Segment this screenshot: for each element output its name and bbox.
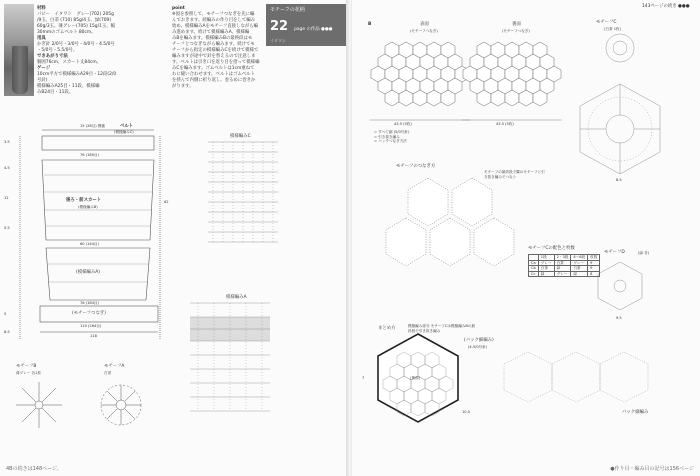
point-line: を挟んで内側に折り返し、巻るめに巻きか	[172, 78, 256, 83]
left-page	[0, 0, 348, 476]
tools-title: 用具	[37, 36, 46, 41]
corner-b: B	[368, 22, 372, 27]
table-cell: 緑	[538, 271, 554, 277]
point-line: 始め、模様編みAをモチーフ直接しながら編	[172, 24, 259, 29]
dim-b1: 60 (144目)	[80, 242, 99, 246]
legend-line: = すべて細 (5/0号針)	[374, 130, 410, 134]
skirt-label: 後ろ・前スカート	[66, 198, 102, 203]
gauge-line: みB24目・11段。	[37, 90, 74, 95]
motif-d-sub: (緑 各)	[638, 251, 650, 255]
summary-note: 模様編み部分 モチーフCは模様編みBの最終段で引き抜き編み	[408, 324, 476, 333]
side-dim: 62	[164, 200, 169, 204]
banner-top: モチーフの花柄	[270, 7, 305, 13]
front-dim: 43.5 (5枚)	[394, 122, 412, 126]
back-edge-title: バック細編み	[622, 410, 649, 415]
table-cell: Cc	[529, 271, 539, 277]
belt-rect	[42, 136, 154, 150]
table-cell: 白茶	[538, 266, 554, 272]
table-header: 枚数	[588, 255, 600, 261]
right-diagrams	[352, 0, 700, 476]
dim-belt: 76 (180目)	[80, 153, 99, 157]
point-line: がります。	[172, 84, 194, 89]
summary-side-dim: 7	[362, 376, 365, 380]
point-line: チーフとつなぎながら編みます。続けてモ	[172, 42, 255, 47]
dim-b3: 110 (264目)	[80, 324, 102, 328]
motif-b-sub: 薄グレー 各1枚	[16, 371, 41, 375]
back-edge-diagram	[504, 352, 648, 402]
motif-d-diagram	[598, 262, 642, 310]
back-title: 裏面	[512, 22, 521, 27]
point-title: point	[172, 6, 185, 11]
point-line: わに縫い合わせます。ベルトはゴムベルト	[172, 72, 256, 77]
chart-c	[208, 142, 278, 252]
side-dim: 5	[4, 312, 7, 316]
chart-a-title: 模様編みA	[226, 295, 247, 300]
table-cell: 緑	[571, 271, 588, 277]
back-dim: 43.5 (5枚)	[496, 122, 514, 126]
tools-line: かぎ針 2/0号・3/0号・4/0号・4.5/0号	[37, 42, 115, 47]
table-cell: 8	[588, 271, 600, 277]
materials-line: 60g/3玉、薄グレー(705) 15g/1玉、幅	[37, 24, 116, 29]
tools-line: ・5/0号・5.5/0号。	[37, 48, 78, 53]
point-line: す。ベルトは引き口を返り目を拾って模様編	[172, 60, 260, 65]
table-cell: グレー	[554, 271, 571, 277]
left-footer: 4Bの続きは148ページ。	[6, 466, 62, 472]
join-title: モチーフのつなぎ方	[396, 164, 436, 169]
color-table-title: モチーフCの配色と枚数	[528, 246, 575, 251]
back-sub: (モチーフつなぎ)	[502, 29, 530, 33]
motif-c-diagram	[580, 34, 660, 174]
materials-line: パピー イタワシ グレー(702) 205g	[37, 12, 114, 17]
table-header: 1段	[538, 255, 554, 261]
dim-top: 15 (28目) 模様	[80, 124, 106, 128]
motif-b-diagram	[14, 380, 64, 430]
side-dim: 4.5	[4, 166, 10, 170]
side-dim: 12	[4, 196, 9, 200]
size-title: できあがり寸法	[37, 54, 68, 59]
legend-line: = 引き抜き編み	[374, 134, 400, 139]
table-cell: 白茶	[571, 266, 588, 272]
back-edge-label: (バック細編み)	[464, 338, 494, 343]
table-cell: 9	[588, 260, 600, 266]
point-line: チーフから指定の模様編みCを続けて模様で	[172, 48, 259, 53]
motif-a-diagram	[96, 380, 146, 430]
banner-page: page の作品 ●●●	[294, 27, 333, 32]
gauge-title: ゲージ	[37, 66, 51, 71]
skirt-sub: (模様編みB)	[78, 205, 98, 209]
summary-title: まとめ方	[378, 326, 396, 331]
header-ref: 143ページの続き ●●●	[642, 4, 690, 9]
color-table	[528, 254, 600, 277]
point-line: みCを編みます。ゴムベルトは1cm重ねて	[172, 66, 255, 71]
table-cell: グレー	[571, 260, 588, 266]
table-cell: 白茶	[554, 260, 571, 266]
back-hex-grid	[463, 42, 561, 106]
banner-label: イタワシ	[270, 38, 286, 43]
motif-c-dim: 8.5	[616, 178, 622, 182]
right-footer: ●作り目・編み目の記号は156ページ	[610, 466, 694, 472]
materials-line: /9玉、白茶 (710) 85g/4玉、緑(709)	[37, 18, 112, 23]
motif-d-dim: 9.5	[616, 316, 622, 320]
side-dim: 6.5	[4, 330, 10, 334]
table-cell: グレー	[538, 260, 554, 266]
motif-b-title: モチーフB	[16, 364, 37, 369]
motif-d-title: モチーフD	[604, 250, 625, 255]
point-line: んでおきます。続編みの作り目をして編み	[172, 18, 256, 23]
join-note: モチーフの最終段で隣のモチーフと引き抜き編みでつなぐ	[484, 170, 545, 179]
materials-title: 材料	[37, 6, 46, 11]
table-header: 2・3段	[554, 255, 571, 261]
motif-join-label: (モチーフつなぎ)	[72, 311, 106, 316]
table-row	[529, 271, 600, 277]
belt-sub: (模様編みC)	[114, 130, 134, 134]
chart-a	[190, 303, 270, 431]
point-line: み進めます。続けて模様編みA、模様編	[172, 30, 250, 35]
front-title: 表面	[420, 22, 429, 27]
banner-number: 22	[270, 19, 289, 34]
summary-dim: 10.5	[462, 410, 471, 414]
gauge-line: 模様編みA25目・11段、模様編	[37, 84, 100, 89]
table-cell: 緑	[554, 266, 571, 272]
table-cell: 9	[588, 266, 600, 272]
dim-b2: 76 (184目)	[80, 301, 99, 305]
right-page	[352, 0, 700, 476]
side-dim: 5.5	[4, 226, 10, 230]
motif-c-sub: (白茶 1枚)	[604, 27, 622, 31]
table-cell: Cb	[529, 266, 539, 272]
back-edge-sub: (4.5/0号針)	[468, 345, 488, 349]
gauge-line: 10cm平方で模様編みA29目・12段(2/0	[37, 72, 117, 77]
chart-c-title: 模様編みC	[230, 134, 251, 139]
legend-line: = バックつなぎ方法	[374, 139, 407, 144]
table-cell: Ca	[529, 260, 539, 266]
pattern-a-label: (模様編みA)	[76, 270, 100, 275]
motif-a-sub: 白茶	[104, 371, 112, 375]
point-line: 編みますが途中で針を替えるので注意しま	[172, 54, 256, 59]
table-header: 4～6段	[571, 255, 588, 261]
dim-bottom: 118	[90, 334, 97, 338]
front-sub: (モチーフつなぎ)	[410, 29, 438, 33]
join-diagram	[386, 178, 514, 266]
motif-c-title: モチーフC	[596, 20, 617, 25]
motif-a-title: モチーフA	[104, 364, 125, 369]
legend-block	[374, 130, 470, 144]
hex-center-label: (裏面)	[410, 376, 420, 380]
point-line: ※図を参照して、モチーフつなぎを先に編	[172, 12, 255, 17]
size-line: 胴囲76cm、スカート丈84cm。	[37, 60, 102, 65]
side-dim: 3.5	[4, 140, 10, 144]
point-line: みBを編みます。模様編みBの最終段はモ	[172, 36, 253, 41]
front-hex-grid	[371, 42, 469, 106]
materials-line: 30mmのゴムベルト 80cm。	[37, 30, 96, 35]
belt-label: ベルト	[120, 124, 134, 129]
gauge-line: 号針)	[37, 78, 48, 83]
